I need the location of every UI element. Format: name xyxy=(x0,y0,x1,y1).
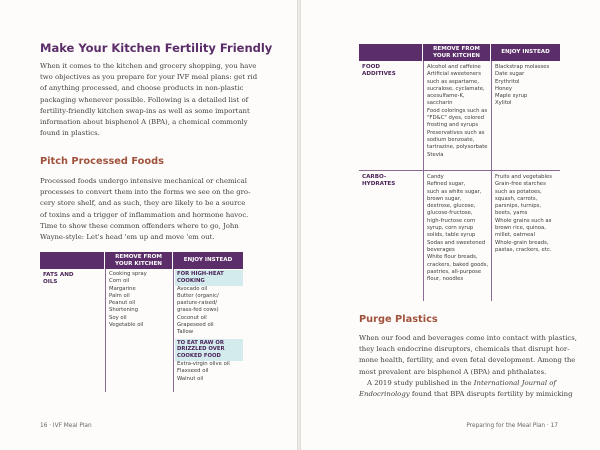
list-item: Palm oil xyxy=(109,292,130,299)
list-item: Blackstrap molasses xyxy=(495,64,550,70)
list-item: Artificial sweeteners xyxy=(427,71,481,78)
text-line: information about bisphenol A (BPA), a chemical commonly xyxy=(40,118,248,127)
list-item: crackers, baked goods, xyxy=(427,261,489,268)
text-line: two objectives as you prepare for your IVF meal plans: get rid xyxy=(40,73,258,82)
list-item: Grapeseed oil xyxy=(177,322,214,329)
list-item: such as potatoes, xyxy=(495,188,542,195)
column-divider xyxy=(423,61,424,301)
list-item: White flour breads, xyxy=(427,254,478,261)
subheader-high-heat: FOR HIGH-HEAT COOKING xyxy=(175,270,243,286)
enjoy-list xyxy=(495,64,559,108)
section-title: Make Your Kitchen Fertility Friendly xyxy=(40,41,273,55)
list-item: Soy oil xyxy=(109,314,127,321)
list-item: glucose-fructose, xyxy=(427,210,473,217)
enjoy-list xyxy=(177,270,241,383)
list-item: high-fructose corn xyxy=(427,217,476,224)
list-item: Extra-virgin olive oil xyxy=(177,361,230,368)
list-item: sucralose, cyclamate, xyxy=(427,85,485,92)
list-item: beverages xyxy=(427,246,455,253)
text-line: of anything processed, and choose products in non-plastic xyxy=(40,84,244,93)
text-line: A 2019 study published in the International Journal of xyxy=(367,378,556,387)
list-item: Butter (organic/ xyxy=(177,292,219,299)
text-line: most prevalent are bisphenol A (BPA) and phthalates. xyxy=(359,367,547,376)
text-line: mone health, fertility, and even fetal development. Among the xyxy=(359,356,576,365)
intro-paragraph xyxy=(40,61,257,139)
list-item: Sodas and sweetened xyxy=(427,239,486,246)
list-item: syrup, corn syrup xyxy=(427,225,474,232)
text-line: found in plastics. xyxy=(40,129,100,138)
right-page xyxy=(301,0,600,450)
list-item: such as aspartame, xyxy=(427,78,479,85)
list-item: Preservatives such as xyxy=(427,129,485,136)
text-line: Processed foods undergo intensive mechanical or chemical xyxy=(40,177,247,185)
text-line: When our food and beverages come into contact with plastics, xyxy=(359,334,577,342)
list-item: Vegetable oil xyxy=(109,322,144,329)
page-footer-left: 16 · IVF Meal Plan xyxy=(40,423,92,429)
text-line: of toxins and a trigger of inflammation and hormone havoc. xyxy=(40,210,249,219)
list-item: brown rice, quinoa, xyxy=(495,225,546,232)
list-item: tartrazine, polysorbate xyxy=(427,144,488,151)
list-item: Fruits and vegetables xyxy=(495,174,553,180)
list-item: Margarine xyxy=(109,285,136,292)
table-header-remove: REMOVE FROM YOUR KITCHEN xyxy=(105,252,172,269)
column-divider xyxy=(173,269,174,392)
list-item: Peanut oil xyxy=(109,300,136,307)
list-item: frosting and syrups xyxy=(427,122,479,129)
list-item: Cooking spray xyxy=(109,271,147,277)
row-divider xyxy=(359,170,560,171)
list-item: parsnips, turnips, xyxy=(495,203,542,210)
list-item: Corn oil xyxy=(109,278,130,285)
table-category-fats-oils: FATS AND OILS xyxy=(43,272,74,285)
list-item: Flaxseed oil xyxy=(177,368,209,375)
text-line: Time to show these common offenders where to go, John xyxy=(40,221,239,230)
remove-list xyxy=(427,174,490,283)
text-line: packaging whenever possible. Following is a detailed list of xyxy=(40,95,249,104)
text-line: they leach endocrine disruptors, chemicals that disrupt hor- xyxy=(359,345,570,354)
list-item: Stevia xyxy=(427,151,444,158)
table-category-food-additives: FOOD ADDITIVES xyxy=(362,64,396,77)
text-line: Wayne-style: Let's head 'em up and move 'em out. xyxy=(40,233,215,242)
left-page xyxy=(0,0,297,450)
table-header-blank xyxy=(40,252,104,269)
table-header-enjoy: ENJOY INSTEAD xyxy=(173,252,243,269)
list-item: solids, table syrup xyxy=(427,232,476,239)
list-item: "FD&C" dyes, colored xyxy=(427,115,484,122)
table-header-remove: REMOVE FROM YOUR KITCHEN xyxy=(423,44,490,61)
additives-carbs-table xyxy=(359,44,560,301)
table-category-carbohydrates: CARBO- HYDRATES xyxy=(362,174,396,187)
list-item: Grain-free starches xyxy=(495,181,546,188)
list-item: Tallow xyxy=(177,329,194,336)
list-item: dextrose, glucose, xyxy=(427,203,476,210)
list-item: Refined sugar, xyxy=(427,181,466,188)
list-item: squash, carrots, xyxy=(495,195,538,202)
table-header-blank xyxy=(359,44,422,61)
fats-oils-table xyxy=(40,252,243,392)
list-item: pastas, crackers, etc. xyxy=(495,246,552,253)
list-item: acesulfame-K, xyxy=(427,93,465,100)
list-item: brown sugar, xyxy=(427,195,462,202)
list-item: Walnut oil xyxy=(177,375,204,382)
subheading-purge: Purge Plastics xyxy=(359,314,438,325)
subheader-raw-drizzled: TO EAT RAW OR DRIZZLED OVER COOKED FOOD xyxy=(175,339,243,361)
list-item: Food colorings such as xyxy=(427,107,488,114)
text-line: processes to convert them into the forms we see on the gro- xyxy=(40,188,251,197)
list-item: Honey xyxy=(495,85,512,92)
list-item: Shortening xyxy=(109,307,139,314)
subheading-pitch: Pitch Processed Foods xyxy=(40,156,164,167)
list-item: Alcohol and caffeine xyxy=(427,64,481,70)
list-item: Avocado oil xyxy=(177,285,208,292)
purge-paragraph xyxy=(359,333,577,400)
page-footer-right: Preparing for the Meal Plan · 17 xyxy=(466,423,558,429)
list-item: such as white sugar, xyxy=(427,188,482,195)
list-item: saccharin xyxy=(427,100,453,107)
text-line: When it comes to the kitchen and grocery shopping, you have xyxy=(40,62,257,70)
list-item: millet, oatmeal xyxy=(495,232,535,239)
list-item: beets, yams xyxy=(495,210,528,217)
list-item: Candy xyxy=(427,174,444,180)
pitch-paragraph xyxy=(40,176,250,243)
list-item: Xylitol xyxy=(495,100,512,107)
list-item: Date sugar xyxy=(495,71,525,78)
list-item: Whole grains such as xyxy=(495,217,552,224)
text-line: Endocrinology found that BPA disrupts fertility by mimicking xyxy=(359,390,573,399)
list-item: pastries, all-purpose xyxy=(427,268,482,275)
list-item: Whole-grain breads, xyxy=(495,239,549,246)
list-item: grass-fed cows) xyxy=(177,307,219,314)
column-divider xyxy=(105,269,106,392)
list-item: sodium benzoate, xyxy=(427,136,475,143)
remove-list xyxy=(427,64,490,159)
list-item: flour, noodles xyxy=(427,276,464,283)
list-item: Coconut oil xyxy=(177,314,207,321)
column-divider xyxy=(491,61,492,301)
text-line: cery store shelf, and as such, they are likely to be a source xyxy=(40,199,246,208)
remove-list xyxy=(109,271,171,329)
list-item: Erythritol xyxy=(495,78,520,85)
text-line: fertility-friendly kitchen swap-ins as well as some important xyxy=(40,106,250,115)
table-header-enjoy: ENJOY INSTEAD xyxy=(491,44,560,61)
list-item: pasture-raised/ xyxy=(177,300,218,307)
enjoy-list xyxy=(495,174,559,254)
list-item: Maple syrup xyxy=(495,93,528,100)
